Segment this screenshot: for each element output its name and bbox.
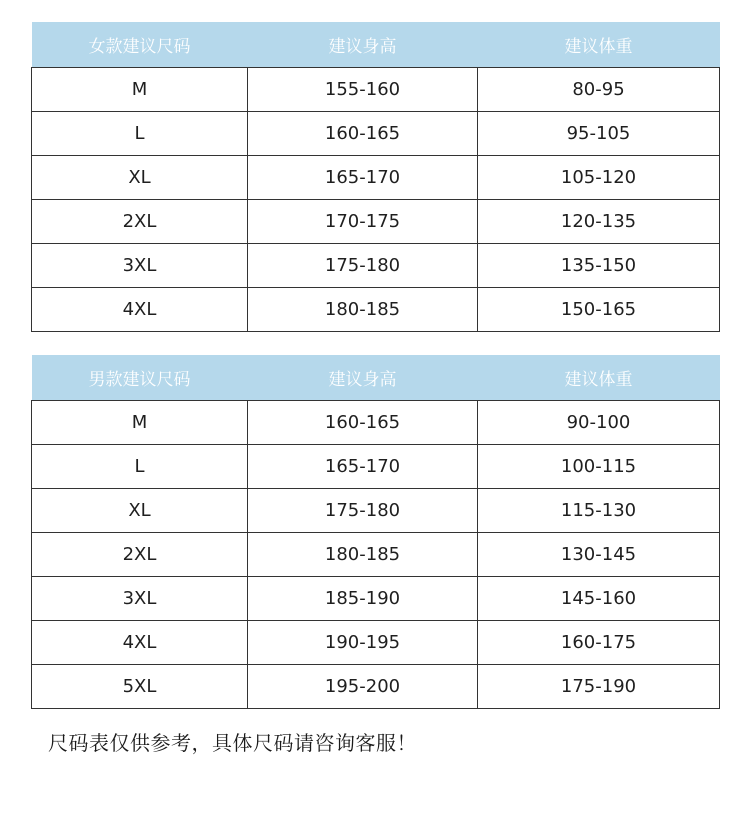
height-cell: 160-165 — [248, 112, 478, 156]
size-cell: 3XL — [32, 244, 248, 288]
size-cell: 4XL — [32, 288, 248, 332]
height-cell: 195-200 — [248, 665, 478, 709]
table-row — [32, 489, 720, 533]
size-cell: L — [32, 445, 248, 489]
table-row — [32, 288, 720, 332]
table-row — [32, 445, 720, 489]
size-cell: 2XL — [32, 533, 248, 577]
weight-cell: 80-95 — [478, 68, 720, 112]
women-table-header-row — [32, 22, 720, 68]
size-cell: XL — [32, 489, 248, 533]
weight-cell: 95-105 — [478, 112, 720, 156]
women-header-weight: 建议体重 — [478, 22, 720, 68]
size-cell: 4XL — [32, 621, 248, 665]
weight-cell: 150-165 — [478, 288, 720, 332]
size-cell: 2XL — [32, 200, 248, 244]
height-cell: 165-170 — [248, 156, 478, 200]
women-header-size: 女款建议尺码 — [32, 22, 248, 68]
weight-cell: 100-115 — [478, 445, 720, 489]
size-cell: 5XL — [32, 665, 248, 709]
height-cell: 185-190 — [248, 577, 478, 621]
height-cell: 155-160 — [248, 68, 478, 112]
weight-cell: 145-160 — [478, 577, 720, 621]
weight-cell: 135-150 — [478, 244, 720, 288]
size-cell: L — [32, 112, 248, 156]
size-chart-note: 尺码表仅供参考，具体尺码请咨询客服！ — [48, 731, 417, 755]
height-cell: 190-195 — [248, 621, 478, 665]
height-cell: 170-175 — [248, 200, 478, 244]
height-cell: 160-165 — [248, 401, 478, 445]
table-row — [32, 577, 720, 621]
table-row — [32, 68, 720, 112]
weight-cell: 160-175 — [478, 621, 720, 665]
men-size-table — [31, 355, 720, 709]
size-cell: M — [32, 68, 248, 112]
size-cell: M — [32, 401, 248, 445]
table-row — [32, 112, 720, 156]
women-size-table — [31, 22, 720, 332]
men-header-size: 男款建议尺码 — [32, 355, 248, 401]
men-header-weight: 建议体重 — [478, 355, 720, 401]
height-cell: 175-180 — [248, 244, 478, 288]
table-row — [32, 533, 720, 577]
weight-cell: 130-145 — [478, 533, 720, 577]
men-table-header-row — [32, 355, 720, 401]
table-row — [32, 401, 720, 445]
weight-cell: 115-130 — [478, 489, 720, 533]
table-row — [32, 665, 720, 709]
table-row — [32, 200, 720, 244]
table-row — [32, 244, 720, 288]
size-cell: XL — [32, 156, 248, 200]
height-cell: 180-185 — [248, 533, 478, 577]
size-cell: 3XL — [32, 577, 248, 621]
height-cell: 165-170 — [248, 445, 478, 489]
height-cell: 175-180 — [248, 489, 478, 533]
weight-cell: 90-100 — [478, 401, 720, 445]
table-row — [32, 621, 720, 665]
men-header-height: 建议身高 — [248, 355, 478, 401]
women-header-height: 建议身高 — [248, 22, 478, 68]
height-cell: 180-185 — [248, 288, 478, 332]
weight-cell: 105-120 — [478, 156, 720, 200]
weight-cell: 120-135 — [478, 200, 720, 244]
table-row — [32, 156, 720, 200]
weight-cell: 175-190 — [478, 665, 720, 709]
